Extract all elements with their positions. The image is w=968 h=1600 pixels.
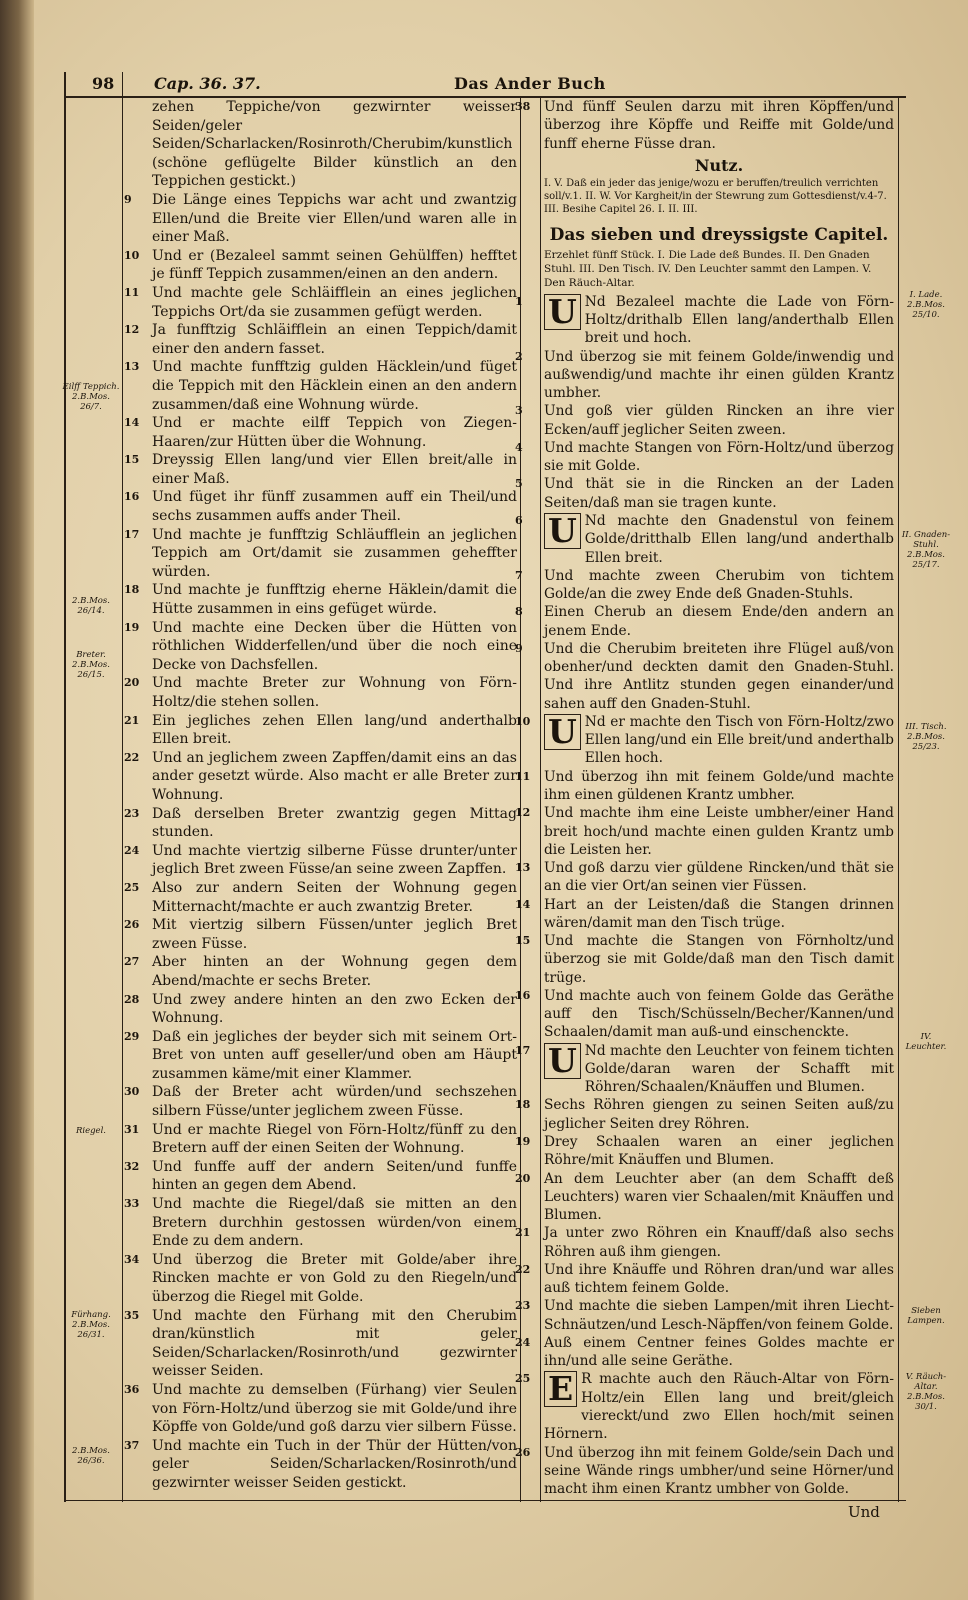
verse-text: Also zur andern Seiten der Wohnung gegen Mitternacht/machte er auch zwantzig Breter. [152,879,517,915]
margin-note-right: V. Räuch-Altar. 2.B.Mos. 30/1. [905,1372,947,1412]
verse-text: Und machte den Fürhang mit den Cherubim dran/künstlich mit geler Seiden/Scharlacken/Rosinroth/und gezwirnter weisser Seiden. [152,1307,517,1380]
margin-note-left: Riegel. [75,1126,107,1136]
verse [124,1121,517,1158]
verse [515,98,894,153]
verse [124,916,517,953]
verse-number: 9 [124,192,132,206]
initial-capital: U [544,1043,581,1079]
verse [515,567,894,604]
verse-text: Aber hinten an der Wohnung gegen dem Abend/machte er sechs Breter. [152,954,517,989]
verse [515,510,894,567]
verse-number: 11 [515,769,531,783]
verse-text: Und die Cherubim breiteten ihre Flügel auß/von obenher/und deckten damit den Gnaden-Stuhl. Und ihre Antlitz stunden gegen einander/und sahen auff den Gnaden-Stuhl. [544,640,894,712]
verse-text: R machte auch den Räuch-Altar von Förn-Holtz/ein Ellen lang und breit/gleich viereckt/und zwo Ellen hoch/mit seinen Hörnern. [544,1371,894,1443]
verse-number: 17 [124,527,140,541]
verse-text: Und thät sie in die Rincken an der Laden Seiten/daß man sie tragen kunte. [544,476,894,511]
verse [124,619,517,675]
verse [124,879,517,916]
catchword: Und [848,1503,880,1521]
verse-text: Und an jeglichem zween Zapffen/damit eins an das ander gesetzt würde. Also macht er alle Breter zur Wohnung. [152,749,517,803]
verse [124,749,517,805]
verse [515,768,894,805]
verse-text: Mit viertzig silbern Füssen/unter jeglich Bret zween Füsse. [152,917,517,952]
verse [124,414,517,451]
verse-number: 5 [515,477,523,491]
verse-number: 25 [124,880,140,894]
verse-text: Ein jegliches zehen Ellen lang/und anderthalb Ellen breit. [152,712,517,748]
verse [515,987,894,1042]
verse-text: Hart an der Leisten/daß die Stangen drinnen wären/damit man den Tisch trüge. [544,896,894,931]
binding-gutter [0,0,34,1600]
verse-number: 25 [515,1372,531,1386]
initial-capital: U [544,513,581,549]
verse-number: 16 [124,490,140,504]
verse-text: Nd machte den Leuchter von feinem tichten Golde/daran waren der Schafft mit Röhren/Schaalen/Knäuffen und Blumen. [584,1042,894,1096]
margin-note-right: II. Gnaden-Stuhl. 2.B.Mos. 25/17. [901,530,951,570]
verse-number: 31 [124,1122,140,1136]
verse [515,291,894,348]
verse-number: 3 [515,404,523,418]
verse-text: Einen Cherub an diesem Ende/den andern an jenem Ende. [544,604,894,639]
verse-text: Und machte Breter zur Wohnung von Förn-Holtz/die stehen sollen. [152,675,517,710]
verse [515,804,894,859]
verse-number: 15 [124,453,140,467]
nutz-heading: Nutz. [694,155,744,175]
verse-text: Und machte Stangen von Förn-Holtz/und überzog sie mit Golde. [544,439,894,475]
verse [515,932,894,987]
verse-number: 28 [124,992,140,1006]
verse [515,475,894,512]
verse-number: 16 [515,988,531,1002]
verse-text: Und er machte Riegel von Förn-Holtz/fünff zu den Bretern auff der einen Seiten der Wohnung. [152,1121,517,1157]
verse-number: 23 [124,806,140,820]
margin-note-left: 2.B.Mos. 26/36. [72,1446,110,1466]
verse-text: Nd Bezaleel machte die Lade von Förn-Holtz/drithalb Ellen lang/anderthalb Ellen breit und hoch. [584,293,894,347]
verse-text: Nd er machte den Tisch von Förn-Holtz/zwo Ellen lang/und ein Elle breit/und anderthalb Ellen hoch. [584,713,894,767]
verse-number: 11 [124,285,140,299]
verse [124,1307,517,1381]
verse-text: Und machte je funfftzig Schläufflein an jeglichen Teppich am Ort/damit sie zusammen geheffter würden. [152,526,517,580]
verse [515,348,894,403]
margin-rule-left [122,72,123,1502]
left-column [124,98,517,1498]
verse-text: Und machte ihm eine Leiste umbher/einer Hand breit hoch/und machte einen gulden Krantz umb die Leisten her. [544,805,894,858]
verse-number: 37 [124,1438,140,1452]
verse-number: 35 [124,1308,140,1322]
verse [515,896,894,933]
verse-number: 21 [124,713,140,727]
verse [124,488,517,525]
verse [515,1040,894,1097]
verse [124,712,517,749]
verse [124,358,517,414]
margin-note-right: III. Tisch. 2.B.Mos. 25/23. [905,722,947,752]
margin-note-right: IV. Leuchter. [905,1032,947,1052]
verse-number: 2 [515,349,523,363]
verse [515,711,894,768]
verse [124,191,517,247]
verse-text: Und zwey andere hinten an den zwo Ecken der Wohnung. [152,991,517,1027]
verse [124,247,517,284]
verse-text: Und machte die sieben Lampen/mit ihren Liecht-Schnäutzen/und Lesch-Näpffen/von feinem Golde. [544,1298,894,1333]
verse-number: 12 [124,323,140,337]
margin-note-left: Breter. 2.B.Mos. 26/15. [72,650,110,680]
verse [124,451,517,488]
verse-text: Und überzog die Breter mit Golde/aber ihre Rincken machte er von Gold zu den Riegeln/und überzog die Riegel mit Golde. [152,1251,517,1305]
verse [124,526,517,582]
verse-text: Und füget ihr fünff zusammen auff ein Theil/und sechs zusammen auffs ander Theil. [152,489,517,525]
verse-number: 18 [515,1098,531,1112]
verse-text: Sechs Röhren giengen zu seinen Seiten auß/zu jeglicher Seiten drey Röhren. [544,1097,894,1132]
verse [124,1028,517,1084]
verse-text: Die Länge eines Teppichs war acht und zwantzig Ellen/und die Breite vier Ellen/und waren alle in einer Maß. [152,191,517,246]
verse [515,1170,894,1225]
verse-number: 18 [124,583,140,597]
page-header [64,72,906,96]
initial-capital: E [544,1371,577,1407]
verse [515,439,894,476]
verse-number: 7 [515,568,523,582]
verse [124,284,517,321]
verse-number: 1 [515,294,523,308]
chapter-reference: Cap. 36. 37. [154,74,261,93]
verse-number: 33 [124,1197,140,1211]
verse-number: 12 [515,806,531,820]
verse [515,1224,894,1261]
verse-number: 27 [124,955,140,969]
verse-text: Daß derselben Breter zwantzig gegen Mittag stunden. [152,805,517,841]
verse-text: Und machte auch von feinem Golde das Geräthe auff den Tisch/Schüsseln/Becher/Kannen/und Schaalen/damit man auß-und einschenckte. [544,987,894,1041]
verse-text: Ja unter zwo Röhren ein Knauff/daß also sechs Röhren auß ihm giengen. [544,1225,894,1260]
verse [124,991,517,1028]
verse-number: 6 [515,513,523,527]
verse [124,1251,517,1307]
right-column [515,98,894,1498]
verse-number: 34 [124,1252,140,1266]
bottom-rule [64,1500,906,1501]
verse-number: 20 [124,676,140,690]
chapter-heading: Das sieben und dreyssigste Capitel. [549,224,889,245]
nutz-text: I. V. Daß ein jeder das jenige/wozu er beruffen/treulich verrichten soll/v.1. II. W. Vor Kargheit/in der Stewrung zum Gottesdienst/v.4-7. III. Besihe Capitel 26. I. II. III. [544,177,887,215]
verse-text: zehen Teppiche/von gezwirnter weisser Seiden/geler Seiden/Scharlacken/Rosinroth/Cherubim/kunstlich (schöne geflügelte Bilder künstlich an den Teppichen gestickt.) [152,99,517,190]
verse-number: 8 [515,605,523,619]
initial-capital: U [544,714,581,750]
verse-text: Ja funfftzig Schläifflein an einen Teppich/damit einer den andern fasset. [152,322,517,357]
margin-note-left: 2.B.Mos. 26/14. [72,596,110,616]
verse-number: 15 [515,934,531,948]
verse-number: 22 [124,750,140,764]
chapter-summary: Erzehlet fünff Stück. I. Die Lade deß Bundes. II. Den Gnaden Stuhl. III. Den Tisch. IV. Den Leuchter sammt den Lampen. V. Den Räuch-Altar. [544,248,872,289]
verse [124,321,517,358]
verse-number: 13 [515,861,531,875]
verse-number: 10 [124,248,140,262]
verse [124,1195,517,1251]
margin-note-left: Eilff Teppich. 2.B.Mos. 26/7. [62,382,120,412]
verse [124,1158,517,1195]
verse-text: Und überzog ihn mit feinem Golde/sein Dach und seine Wände rings umbher/und seine Hörner/und macht ihm einen Krantz umbher von Golde. [544,1444,894,1498]
verse-text: Und machte eine Decken über die Hütten von röthlichen Widderfellen/und über die noch eine Decke von Dachsfellen. [152,619,517,673]
margin-note-right: I. Lade. 2.B.Mos. 25/10. [907,290,945,320]
verse [515,1297,894,1334]
center-rule-b [540,96,541,1502]
initial-capital: U [544,294,581,330]
verse-text: Drey Schaalen waren an einer jeglichen Röhre/mit Knäuffen und Blumen. [544,1134,894,1169]
margin-rule-right [898,96,899,1502]
verse-number: 32 [124,1159,140,1173]
verse [515,603,894,640]
verse-number: 26 [515,1445,531,1459]
verse [152,98,517,191]
verse-number: 21 [515,1226,531,1240]
verse-text: Und goß darzu vier güldene Rincken/und thät sie an die vier Ort/an seinen vier Füssen. [544,860,894,895]
verse-number: 29 [124,1029,140,1043]
verse-number: 26 [124,918,140,932]
verse-number: 36 [124,1382,140,1396]
verse-number: 4 [515,440,523,454]
verse-text: Daß ein jegliches der beyder sich mit seinem Ort-Bret von unten auff geseller/und oben am Häupt zusammen käme/mit einer Klammer. [152,1028,517,1082]
verse-text: Und überzog sie mit feinem Golde/inwendig und außwendig/und machte ihr einen gülden Krantz umbher. [544,348,894,402]
verse-text: Nd machte den Gnadenstul von feinem Golde/dritthalb Ellen lang/und anderthalb Ellen breit. [584,512,894,566]
margin-note-right: Sieben Lampen. [907,1306,945,1326]
verse [515,1444,894,1499]
verse [124,1083,517,1120]
verse [515,859,894,896]
verse-text: Und goß vier gülden Rincken an ihre vier Ecken/auff jeglicher Seiten zween. [544,403,894,438]
verse-number: 13 [124,360,140,374]
verse [124,1437,517,1493]
verse-number: 14 [515,897,531,911]
verse-number: 20 [515,1171,531,1185]
verse [124,1381,517,1437]
verse-number: 14 [124,416,140,430]
verse-number: 19 [124,620,140,634]
margin-note-left: Fürhang. 2.B.Mos. 26/31. [71,1310,111,1340]
verse-number: 22 [515,1262,531,1276]
verse-text: Und machte die Stangen von Förnholtz/und überzog sie mit Golde/daß man den Tisch damit trüge. [544,933,894,986]
verse [515,640,894,713]
outer-rule-left [64,72,66,1502]
verse-number: 10 [515,714,531,728]
verse-number: 9 [515,641,523,655]
verse-number: 30 [124,1085,140,1099]
verse-text: Und machte viertzig silberne Füsse drunter/unter jeglich Bret zween Füsse/an seine zween Zapffen. [152,842,517,878]
verse-text: Und machte zween Cherubim von tichtem Golde/an die zwey Ende deß Gnaden-Stuhls. [544,567,894,603]
verse-text: Und machte zu demselben (Fürhang) vier Seulen von Förn-Holtz/und überzog sie mit Golde/und ihre Köpffe von Golde/und goß darzu vier silbern Füsse. [152,1381,517,1436]
verse-number: 24 [124,843,140,857]
verse-text: Und machte die Riegel/daß sie mitten an den Bretern durchhin gestossen würden/von einem Ende zu dem andern. [152,1196,517,1250]
verse-text: Daß der Breter acht würden/und sechszehen silbern Füsse/unter jeglichem zween Füsse. [152,1084,517,1120]
verse-number: 23 [515,1299,531,1313]
verse-text: Und fünff Seulen darzu mit ihren Köpffen/und überzog ihre Köpffe und Reiffe mit Golde/und funff eherne Füsse dran. [544,99,894,152]
verse-text: Und machte je funfftzig eherne Häklein/damit die Hütte zusammen in eins gefüget würde. [152,582,517,618]
verse-number: 19 [515,1135,531,1149]
verse [124,953,517,990]
verse-text: Und machte ein Tuch in der Thür der Hütten/von geler Seiden/Scharlacken/Rosinroth/und gezwirnter weisser Seiden gestickt. [152,1437,517,1491]
verse-text: An dem Leuchter aber (an dem Schafft deß Leuchters) waren vier Schaalen/mit Knäuffen und Blumen. [544,1170,894,1224]
verse-text: Auß einem Centner feines Goldes machte er ihn/und alle seine Geräthe. [544,1334,894,1370]
verse [515,1096,894,1133]
verse-text: Und überzog ihn mit feinem Golde/und machte ihm einen güldenen Krantz umbher. [544,768,894,803]
verse-text: Und ihre Knäuffe und Röhren dran/und war alles auß tichtem feinem Golde. [544,1261,894,1297]
verse-text: Dreyssig Ellen lang/und vier Ellen breit/alle in einer Maß. [152,452,517,487]
verse [515,1261,894,1298]
verse-number: 24 [515,1335,531,1349]
page-number: 98 [92,74,115,93]
verse [124,674,517,711]
verse [515,402,894,439]
verse-text: Und machte funfftzig gulden Häcklein/und füget die Teppich mit den Häcklein einen an den andern zusammen/daß eine Wohnung würde. [152,359,517,413]
verse-number: 38 [515,100,531,113]
verse-text: Und er (Bezaleel sammt seinen Gehülffen) hefftet je fünff Teppich zusammen/einen an den andern. [152,247,517,283]
running-title: Das Ander Buch [454,74,606,93]
verse-text: Und machte gele Schläifflein an eines jeglichen Teppichs Ort/da sie zusammen gefügt werden. [152,284,517,320]
verse-number: 17 [515,1043,531,1057]
verse [515,1369,894,1443]
verse-text: Und funffe auff der andern Seiten/und funffe hinten an gegen dem Abend. [152,1158,517,1194]
verse [515,1133,894,1170]
verse [124,842,517,879]
verse-text: Und er machte eilff Teppich von Ziegen-Haaren/zur Hütten über die Wohnung. [152,415,517,450]
verse [124,581,517,618]
verse [515,1334,894,1371]
verse [124,805,517,842]
